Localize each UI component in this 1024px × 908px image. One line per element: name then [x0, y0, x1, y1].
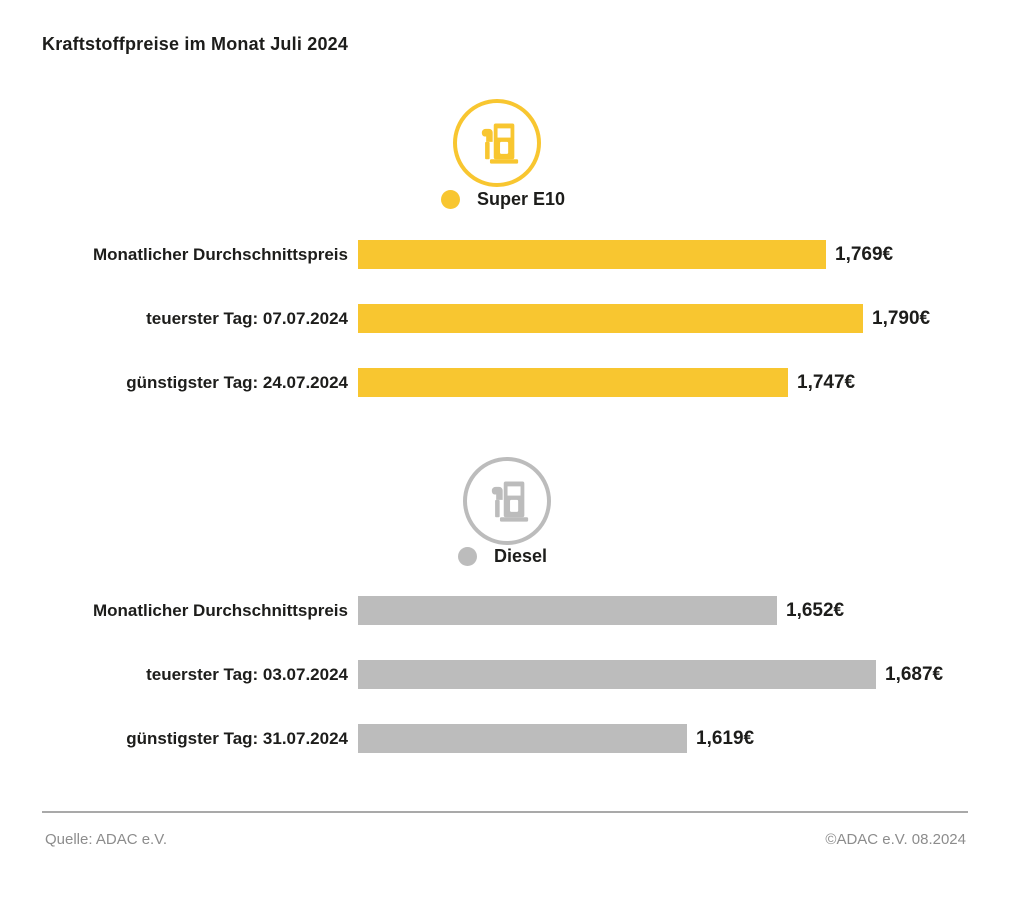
bar-diesel-cheapest-day — [358, 724, 687, 753]
bar-value: 1,790€ — [872, 307, 931, 329]
bar-row-diesel-average — [0, 596, 1024, 625]
legend-dot-diesel — [458, 547, 477, 566]
legend-diesel — [458, 546, 547, 567]
bar-row-diesel-cheapest-day — [0, 724, 1024, 753]
fuel-pump-badge-diesel — [463, 457, 551, 545]
footer-divider — [42, 811, 968, 813]
bar-label: teuerster Tag: 07.07.2024 — [146, 308, 348, 328]
fuel-pump-icon — [481, 475, 533, 527]
footer-copyright: ©ADAC e.V. 08.2024 — [825, 831, 966, 848]
bar-value: 1,769€ — [835, 243, 894, 265]
bar-label: teuerster Tag: 03.07.2024 — [146, 664, 348, 684]
bar-label: Monatlicher Durchschnittspreis — [92, 244, 348, 264]
legend-label-super-e10: Super E10 — [477, 189, 566, 209]
bar-label: günstigster Tag: 31.07.2024 — [126, 728, 348, 748]
page-title: Kraftstoffpreise im Monat Juli 2024 — [42, 34, 349, 54]
bar-diesel-average — [358, 596, 777, 625]
bar-label: günstigster Tag: 24.07.2024 — [126, 372, 348, 392]
bar-row-diesel-most-expensive-day — [0, 660, 1024, 689]
bar-value: 1,747€ — [797, 371, 856, 393]
footer-source: Quelle: ADAC e.V. — [45, 831, 168, 848]
bar-value: 1,619€ — [696, 727, 755, 749]
bar-label: Monatlicher Durchschnittspreis — [92, 600, 348, 620]
legend-label-diesel: Diesel — [494, 546, 548, 566]
bar-value: 1,687€ — [885, 663, 944, 685]
bar-diesel-most-expensive-day — [358, 660, 876, 689]
bar-value: 1,652€ — [786, 599, 845, 621]
